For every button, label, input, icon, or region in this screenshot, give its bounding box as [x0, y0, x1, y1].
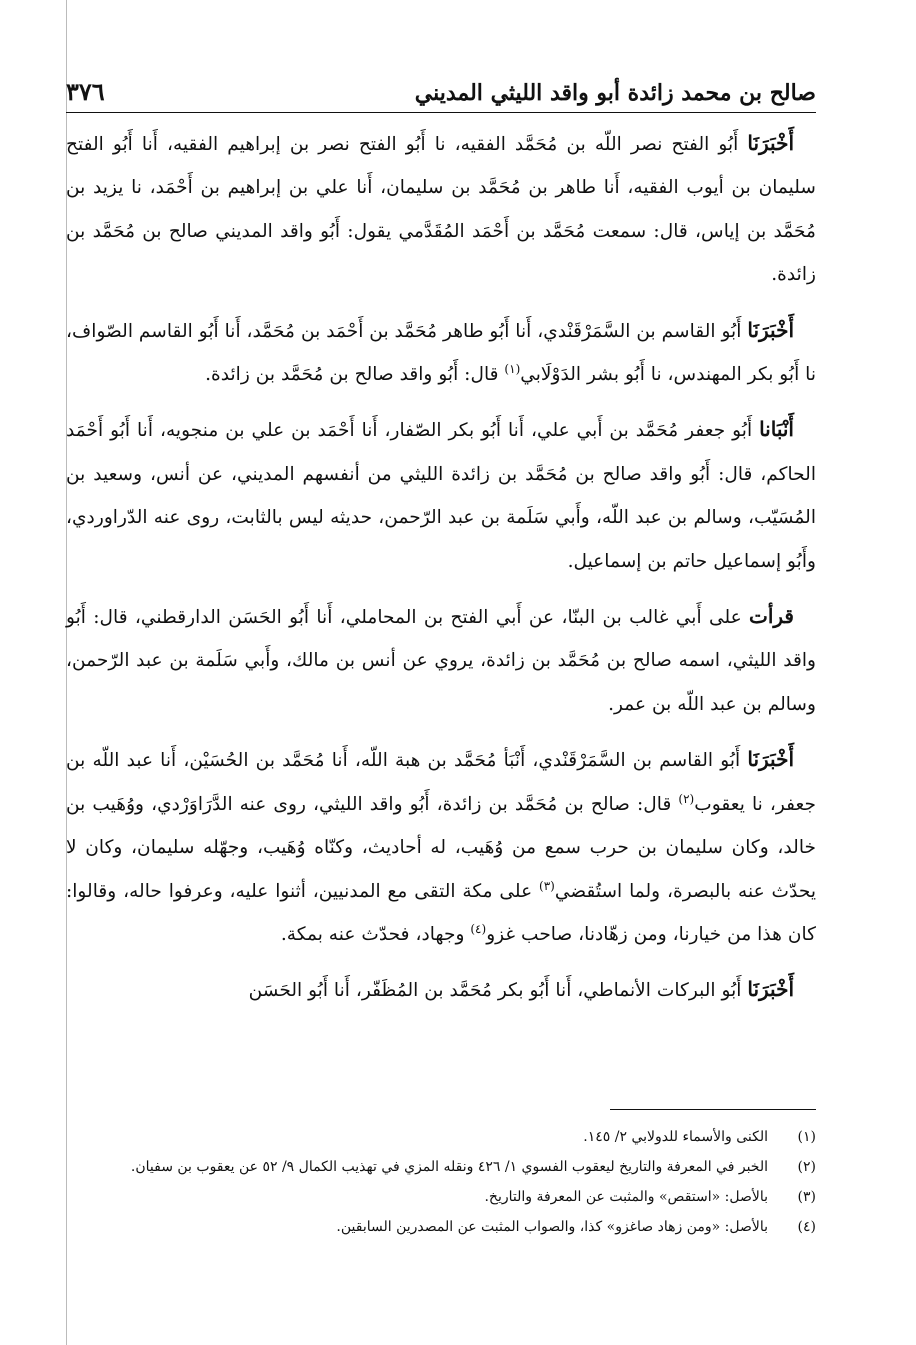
paragraph-keyword: أَنْبَانا — [759, 417, 794, 442]
paragraph-2 — [66, 309, 816, 397]
footnote-ref-3[interactable]: (٣) — [539, 878, 555, 893]
paragraph-text: وجهاد، فحدّث عنه بمكة. — [280, 923, 471, 945]
footnote-ref-1[interactable]: (١) — [504, 361, 521, 376]
paragraph-1 — [66, 122, 816, 297]
footnote-item — [66, 1152, 816, 1182]
footnote-separator — [610, 1109, 816, 1110]
paragraph-5 — [66, 738, 816, 956]
paragraph-text: قال: صالح بن مُحَمَّد بن زائدة، أَبُو واقد الليثي، روى عنه الدَّرَاوَرْدي، ووُهَيب بن خالد، وكان سليمان بن حرب سمع من وُهَيب، له أحاديث، وكنّاه وُهَيب، وجهّله سليمان، وكان لا يحدّث عنه بالبصرة، ولما استُقضي — [66, 793, 817, 902]
paragraph-6 — [66, 968, 816, 1012]
footnotes — [66, 1122, 816, 1242]
paragraph-keyword: أَخْبَرَنَا — [747, 977, 794, 1002]
paragraph-text: أَبُو الفتح نصر اللّه بن مُحَمَّد الفقيه، نا أَبُو الفتح نصر بن إبراهيم الفقيه، أَنا أَبُو الفتح سليمان بن أيوب الفقيه، أَنا طاهر بن مُحَمَّد بن سليمان، أَنا علي بن إبراهيم بن أَحْمَد، نا يزيد بن مُحَمَّد بن إياس، قال: سمعت مُحَمَّد بن أَحْمَد المُقَدَّمي يقول: أَبُو واقد المديني صالح بن مُحَمَّد بن زائدة. — [66, 134, 816, 286]
paragraph-keyword: أَخْبَرَنَا — [747, 747, 794, 772]
paragraph-text: أَبُو البركات الأنماطي، أَنا أَبُو بكر مُحَمَّد بن المُظَفّر، أَنا أَبُو الحَسَن — [248, 980, 748, 1002]
footnote-item — [66, 1212, 816, 1242]
paragraph-3 — [66, 408, 816, 583]
paragraph-keyword: قرأت — [749, 604, 794, 629]
main-text — [66, 122, 816, 1025]
footnote-number: (٤) — [797, 1219, 816, 1235]
paragraph-keyword: أَخْبَرَنَا — [747, 317, 794, 342]
paragraph-text: أَبُو القاسم بن السَّمَرْقَنْدي، أَنْبَأ مُحَمَّد بن هبة اللّه، أَنا مُحَمَّد بن الحُسَيْن، أَنا عبد اللّه بن جعفر، نا يعقوب — [66, 750, 816, 815]
paragraph-text: أَبُو جعفر مُحَمَّد بن أَبي علي، أَنا أَبُو بكر الصّفار، أَنا أَحْمَد بن علي بن منجويه، أَنا أَبُو أَحْمَد الحاكم، قال: أَبُو واقد صالح بن مُحَمَّد بن زائدة الليثي من أنفسهم المديني، عن أنس، وسعيد بن المُسَيّب، وسالم بن عبد اللّه، وأَبي سَلَمة بن عبد الرّحمن، حديثه ليس بالثابت، روى عنه الدّراوردي، وأَبُو إسماعيل حاتم بن إسماعيل. — [66, 420, 816, 572]
paragraph-text: قال: أَبُو واقد صالح بن مُحَمَّد بن زائدة. — [205, 364, 505, 386]
footnote-item — [66, 1182, 816, 1212]
page-header — [66, 66, 816, 106]
footnote-text: الخبر في المعرفة والتاريخ ليعقوب الفسوي ١/ ٤٢٦ ونقله المزي في تهذيب الكمال ٩/ ٥٢ عن يعقوب بن سفيان. — [130, 1159, 768, 1175]
paragraph-text: على مكة التقى مع المدنيين، أثنوا عليه، وعرفوا حاله، وقالوا: كان هذا من خيارنا، ومن زهّادنا، صاحب غزو — [66, 880, 816, 945]
footnote-number: (١) — [797, 1129, 816, 1145]
paragraph-keyword: أَخْبَرَنَا — [747, 131, 794, 155]
footnote-item — [66, 1122, 816, 1152]
paragraph-text: أَبُو القاسم بن السَّمَرْقَنْدي، أَنا أَبُو طاهر مُحَمَّد بن أَحْمَد بن مُحَمَّد، أَنا أَبُو القاسم الصّواف، نا أَبُو بكر المهندس، نا أَبُو بشر الدَوْلَابي — [66, 320, 816, 386]
footnote-number: (٢) — [797, 1159, 816, 1175]
running-title: صالح بن محمد زائدة أبو واقد الليثي المديني — [414, 80, 816, 106]
header-rule — [66, 112, 816, 113]
footnote-ref-4[interactable]: (٤) — [470, 921, 487, 936]
paragraph-text: على أَبي غالب بن البنّا، عن أَبي الفتح بن المحاملي، أَنا أَبُو الحَسَن الدارقطني، قال: أَبُو واقد الليثي، اسمه صالح بن مُحَمَّد بن زائدة، يروي عن أنس بن مالك، وأَبي سَلَمة بن عبد الرّحمن، وسالم بن عبد اللّه بن عمر. — [66, 607, 816, 715]
footnote-text: بالأصل: «استقص» والمثبت عن المعرفة والتاريخ. — [484, 1189, 768, 1205]
footnote-text: الكنى والأسماء للدولابي ٢/ ١٤٥. — [583, 1129, 768, 1145]
footnote-number: (٣) — [797, 1189, 816, 1205]
paragraph-4 — [66, 595, 816, 726]
footnote-text: بالأصل: «ومن زهاد صاغزو» كذا، والصواب المثبت عن المصدرين السابقين. — [336, 1219, 768, 1235]
footnote-ref-2[interactable]: (٢) — [678, 791, 695, 806]
page-number: ٣٧٦ — [66, 77, 105, 106]
